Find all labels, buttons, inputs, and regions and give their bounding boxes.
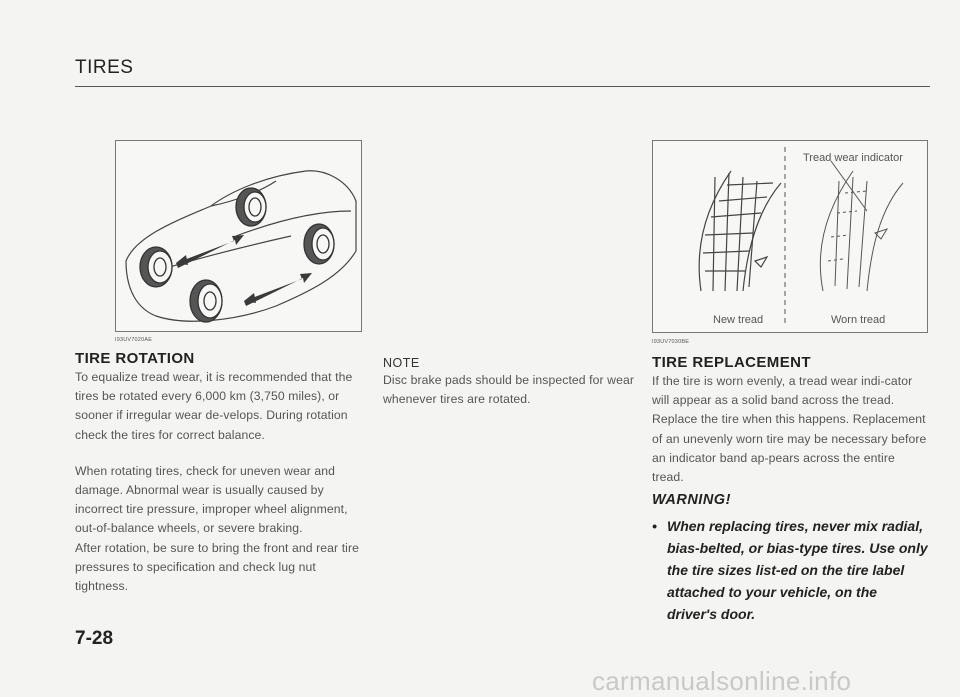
wheel-rear-left: [140, 247, 172, 287]
figure-code: I93UV7030BE: [652, 339, 690, 345]
tread-wear-indicator-label: Tread wear indicator: [803, 152, 903, 164]
wheel-rear-right: [236, 188, 266, 226]
new-tread-label: New tread: [713, 314, 764, 326]
wheel-front-right: [304, 224, 334, 264]
warning-heading: WARNING!: [652, 492, 731, 508]
figure-code: I93UV7020AE: [115, 337, 153, 343]
wheel-front-left: [190, 280, 222, 322]
worn-tread-label: Worn tread: [831, 314, 886, 326]
note-heading: NOTE: [383, 356, 420, 370]
watermark: carmanualsonline.info: [592, 666, 852, 696]
tire-replacement-heading: TIRE REPLACEMENT: [652, 354, 811, 371]
new-tread-drawing: [699, 171, 781, 291]
rotation-arrow-lower: [244, 273, 312, 306]
rotation-arrow-upper: [176, 235, 244, 268]
rotation-paragraph: When rotating tires, check for uneven wear and damage. Abnormal wear is usually caused by incorrect tire pressure, improper wheel alignment, out-of-balance wheels, or severe braking.: [75, 463, 348, 536]
tire-rotation-heading: TIRE ROTATION: [75, 350, 195, 367]
tire-replacement-body: If the tire is worn evenly, a tread wear indi-cator will appear as a solid band across the tread. Replace the tire when this happens. Replacement of an unevenly worn tire may be necessary before an indicator band ap-pears across the entire tread.: [652, 374, 927, 485]
rotation-paragraph: To equalize tread wear, it is recommended that the tires be rotated every 6,000 km (3,750 miles), or sooner if irregular wear de-velops. During rotation check the tires for correct balance.: [75, 370, 353, 442]
header-divider: [75, 86, 930, 87]
tire-rotation-figure: [115, 140, 362, 332]
worn-tread-drawing: [820, 161, 903, 291]
bullet-icon: •: [652, 518, 657, 534]
page-header-title: TIRES: [75, 57, 134, 78]
warning-text: When replacing tires, never mix radial, bias-belted, or bias-type tires. Use only the tire sizes list-ed on the tire label attached to your vehicle, on the driver's door.: [667, 518, 928, 622]
rotation-paragraph: After rotation, be sure to bring the front and rear tire pressures to specification and check lug nut tightness.: [75, 540, 360, 594]
page-number: 7-28: [75, 628, 114, 649]
note-body: Disc brake pads should be inspected for wear whenever tires are rotated.: [383, 373, 634, 407]
car-rotation-illustration: [116, 141, 361, 331]
tread-illustration: [653, 141, 927, 332]
tire-rotation-body: [75, 368, 363, 596]
warning-item: [652, 515, 928, 625]
tread-wear-figure: [652, 140, 928, 333]
